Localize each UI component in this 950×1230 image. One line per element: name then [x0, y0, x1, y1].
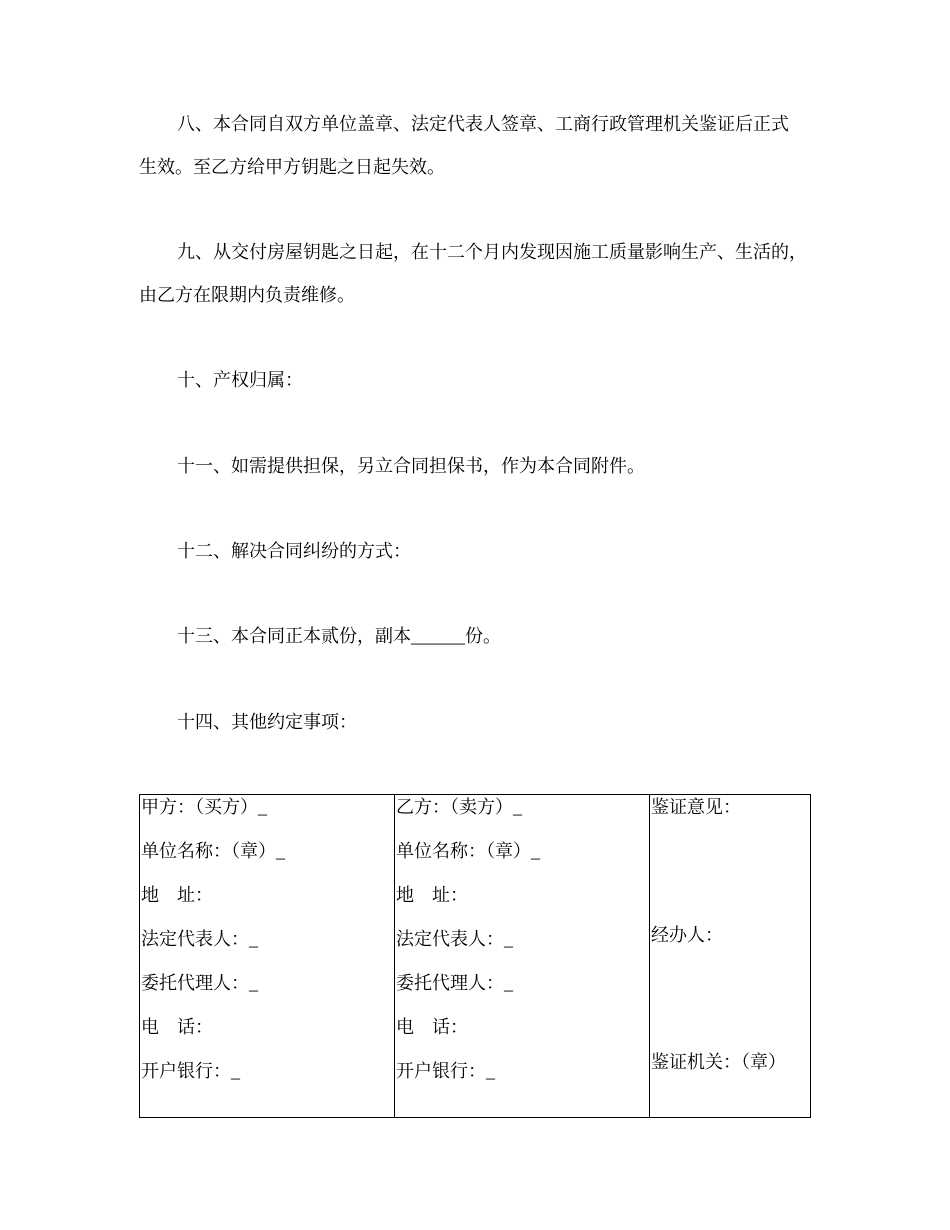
- signature-table: [139, 794, 811, 1118]
- clause-11: [139, 445, 811, 488]
- clause-12: [139, 530, 811, 573]
- clause-9-line-2: 由乙方在限期内负责维修。: [139, 284, 355, 305]
- party-a-legal-rep: 法定代表人：_: [141, 929, 258, 949]
- clause-14: [139, 701, 811, 744]
- contract-clauses: [139, 103, 811, 786]
- attestation-column: [650, 795, 810, 1117]
- clause-14-line-1: 十四、其他约定事项：: [177, 711, 357, 732]
- party-b-legal-rep: 法定代表人：_: [396, 929, 513, 949]
- clause-8-line-2: 生效。至乙方给甲方钥匙之日起失效。: [139, 156, 445, 177]
- party-b-title: 乙方：（卖方）_: [396, 797, 522, 817]
- clause-9-line-1: 九、从交付房屋钥匙之日起，在十二个月内发现因施工质量影响生产、生活的，: [177, 242, 807, 263]
- party-a-bank: 开户银行：_: [141, 1061, 240, 1081]
- party-a-agent: 委托代理人：_: [141, 973, 258, 993]
- party-b-phone: 电 话：: [396, 1017, 468, 1037]
- party-b-bank: 开户银行：_: [396, 1061, 495, 1081]
- party-a-column: [140, 795, 395, 1117]
- party-a-phone: 电 话：: [141, 1017, 213, 1037]
- clause-11-line-1: 十一、如需提供担保，另立合同担保书，作为本合同附件。: [177, 455, 645, 476]
- clause-8-line-1: 八、本合同自双方单位盖章、法定代表人签章、工商行政管理机关鉴证后正式: [177, 114, 789, 134]
- clause-10-line-1: 十、产权归属：: [177, 370, 303, 391]
- clause-13: [139, 615, 811, 658]
- clause-9: [139, 231, 811, 316]
- attestation-handler: 经办人：: [651, 925, 723, 945]
- clause-13-line-1: 十三、本合同正本贰份，副本______份。: [177, 626, 501, 647]
- party-b-unit-name: 单位名称：（章）_: [396, 841, 540, 861]
- party-b-address: 地 址：: [396, 885, 468, 905]
- clause-12-line-1: 十二、解决合同纠纷的方式：: [177, 540, 411, 561]
- clause-8: [139, 103, 811, 188]
- party-b-column: [395, 795, 650, 1117]
- clause-10: [139, 359, 811, 402]
- party-a-unit-name: 单位名称：（章）_: [141, 841, 285, 861]
- attestation-opinion: 鉴证意见：: [651, 797, 741, 817]
- party-a-address: 地 址：: [141, 885, 213, 905]
- party-a-title: 甲方：（买方）_: [141, 797, 267, 817]
- attestation-authority: 鉴证机关：（章）: [651, 1052, 786, 1072]
- party-b-agent: 委托代理人：_: [396, 973, 513, 993]
